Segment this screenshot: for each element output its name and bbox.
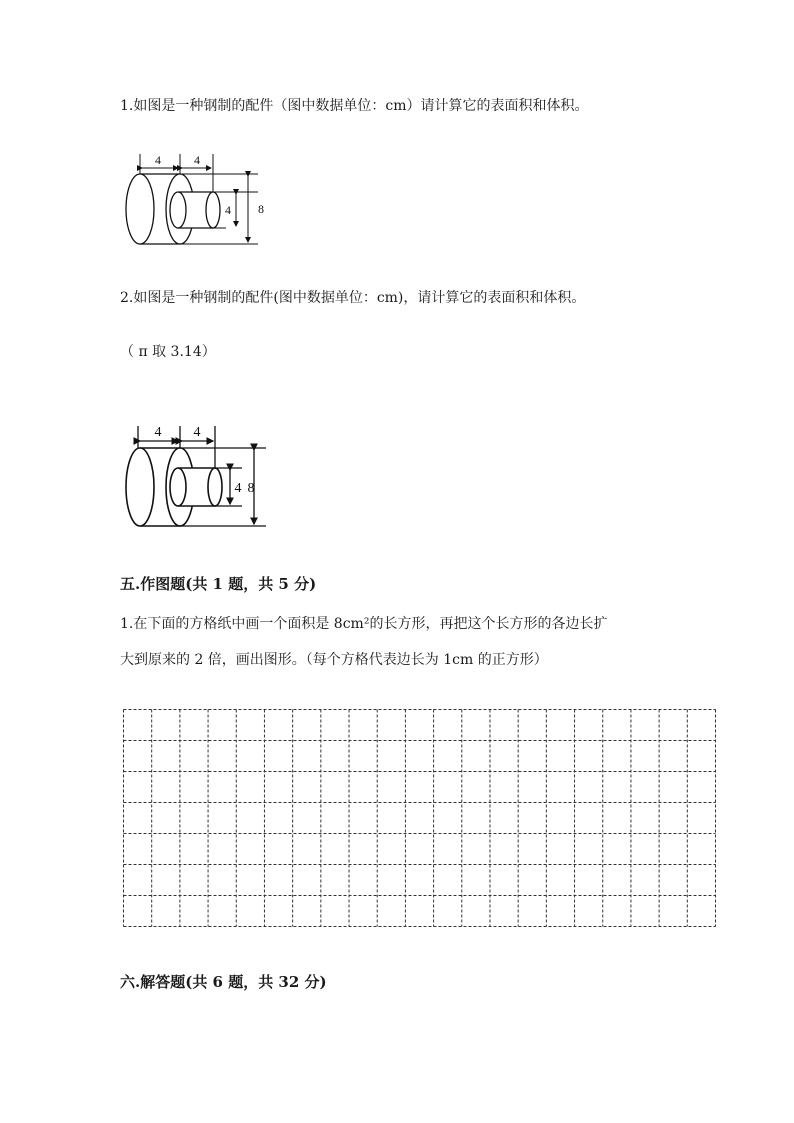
question-2-figure (118, 420, 278, 534)
small-cylinder-right-face (208, 468, 222, 506)
small-cylinder-left-face (170, 192, 186, 228)
dimension-label-inner: 4 (234, 481, 242, 496)
question-2-pi-note: （ π 取 3.14） (120, 344, 216, 360)
cylinder-part-diagram (118, 148, 278, 250)
section-5-heading: 五.作图题(共 1 题，共 5 分) (120, 575, 317, 593)
small-cylinder-left-face (170, 468, 186, 506)
dimension-label-left: 4 (154, 425, 162, 440)
section-5-question-line-1: 1.在下面的方格纸中画一个面积是 8cm²的长方形，再把这个长方形的各边长扩 (120, 616, 608, 632)
question-1-figure (118, 148, 278, 254)
dimension-label-inner: 4 (225, 203, 231, 217)
dimension-label-right: 4 (194, 153, 200, 167)
small-cylinder-right-face (206, 192, 220, 228)
large-cylinder-left-face (126, 174, 154, 244)
grid-lines (123, 709, 716, 927)
dimension-label-left: 4 (155, 153, 161, 167)
dimension-label-outer: 8 (247, 481, 255, 496)
section-5-question-line-2: 大到原来的 2 倍，画出图形。（每个方格代表边长为 1cm 的正方形） (120, 652, 548, 668)
dimension-label-outer: 8 (258, 202, 264, 216)
section-6-heading: 六.解答题(共 6 题，共 32 分) (120, 973, 327, 991)
question-2-text: 2.如图是一种钢制的配件(图中数据单位：cm)，请计算它的表面积和体积。 (120, 290, 586, 306)
question-1-text: 1.如图是一种钢制的配件（图中数据单位：cm）请计算它的表面积和体积。 (120, 98, 589, 114)
dimension-label-right: 4 (193, 425, 201, 440)
square-grid-paper[interactable] (123, 709, 716, 927)
large-cylinder-left-face (126, 448, 154, 526)
cylinder-part-diagram-2 (118, 420, 278, 530)
